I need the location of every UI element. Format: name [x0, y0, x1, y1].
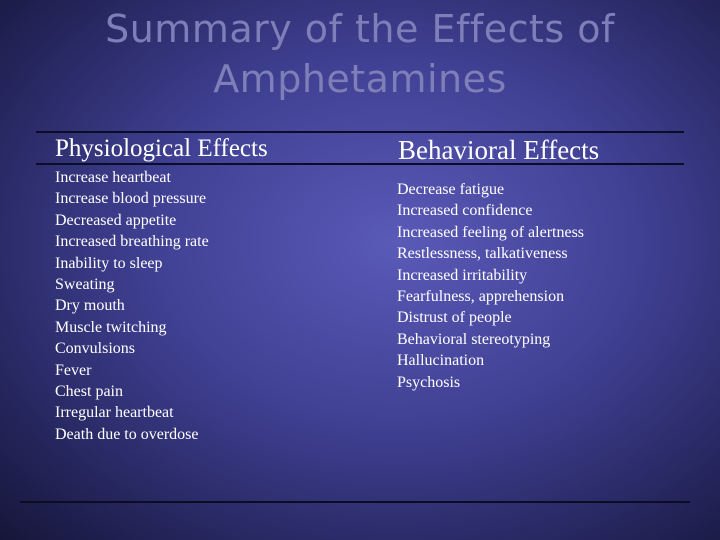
list-item: Convulsions: [55, 340, 136, 358]
list-item: Death due to overdose: [55, 425, 199, 443]
list-item: Chest pain: [55, 383, 123, 401]
list-item: Increased confidence: [397, 202, 533, 220]
list-item: Behavioral stereotyping: [397, 330, 551, 348]
list-item: Psychosis: [397, 373, 461, 391]
list-item: Irregular heartbeat: [55, 404, 174, 422]
list-item: Decrease fatigue: [397, 181, 505, 198]
list-item: Restlessness, talkativeness: [397, 245, 568, 263]
list-item: Increased breathing rate: [55, 233, 209, 251]
list-item: Fever: [55, 361, 92, 379]
list-item: Dry mouth: [55, 297, 125, 315]
list-item: Inability to sleep: [55, 254, 163, 272]
list-item: Fearfulness, apprehension: [397, 288, 565, 306]
list-item: Sweating: [55, 276, 115, 294]
behavioral-effects-list: [397, 179, 584, 393]
list-item: Decreased appetite: [55, 211, 177, 229]
behavioral-effects-header: Behavioral Effects: [398, 135, 600, 165]
title-line-2: Amphetamines: [213, 57, 507, 101]
physiological-effects-header: Physiological Effects: [55, 135, 268, 162]
list-item: Hallucination: [397, 352, 485, 370]
physiological-effects-list: [55, 167, 209, 445]
list-item: Increased feeling of alertness: [397, 223, 585, 241]
list-item: Distrust of people: [397, 309, 512, 327]
list-item: Increase blood pressure: [55, 190, 207, 208]
slide-title: [0, 4, 720, 104]
list-item: Muscle twitching: [55, 318, 167, 336]
list-item: Increased irritability: [397, 266, 528, 284]
list-item: Increase heartbeat: [55, 169, 171, 186]
title-line-1: Summary of the Effects of: [105, 7, 615, 51]
bottom-rule: [20, 501, 690, 503]
